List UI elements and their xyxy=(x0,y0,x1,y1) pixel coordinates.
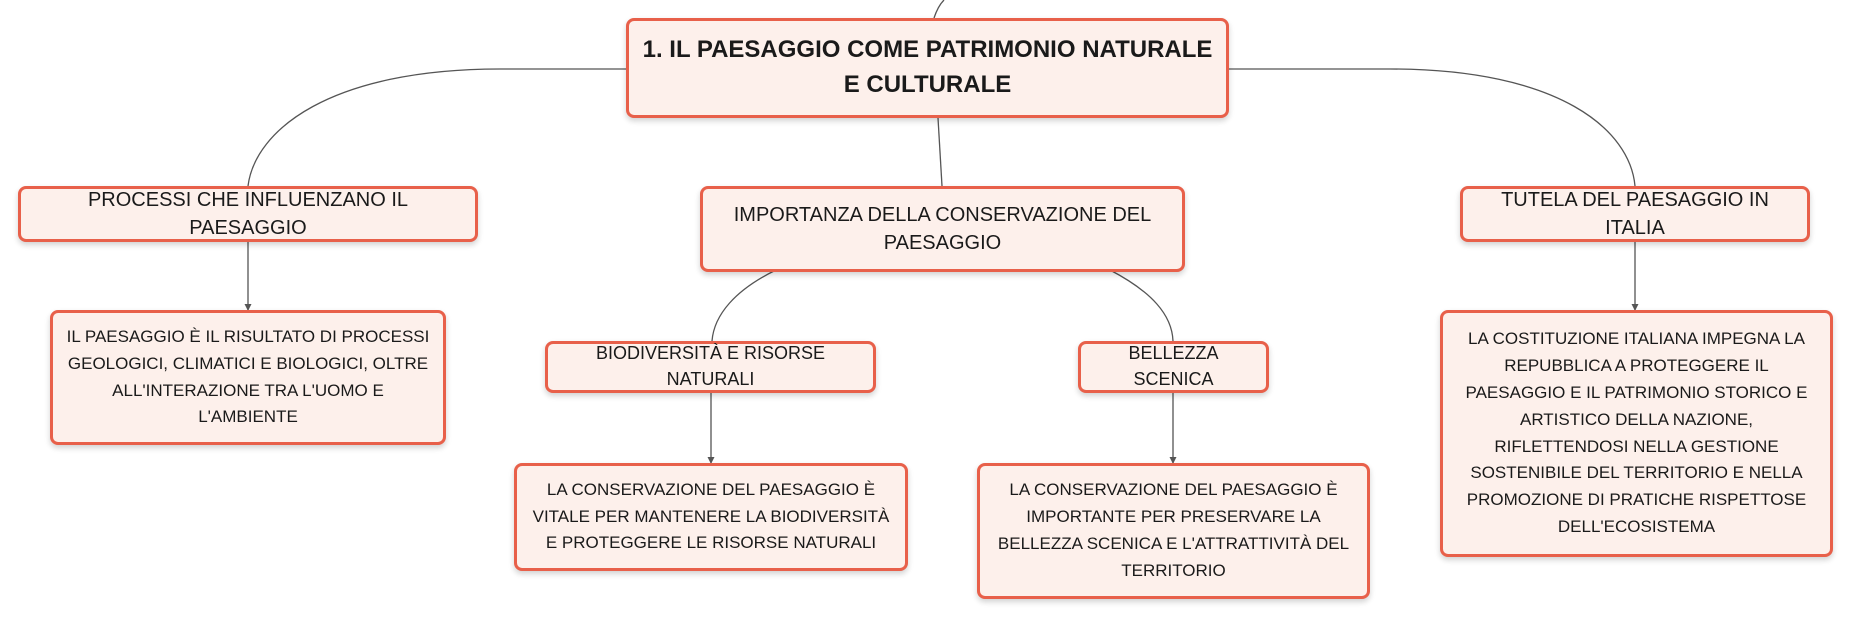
detail-scenic-beauty-text: LA CONSERVAZIONE DEL PAESAGGIO È IMPORTANTE PER PRESERVARE LA BELLEZZA SCENICA E L'ATTRATTIVITÀ DEL TERRITORIO xyxy=(997,480,1350,580)
detail-italy-protection-text: LA COSTITUZIONE ITALIANA IMPEGNA LA REPUBBLICA A PROTEGGERE IL PAESAGGIO E IL PATRIMONIO STORICO E ARTISTICO DELLA NAZIONE, RIFLETTENDOSI NELLA GESTIONE SOSTENIBILE DEL TERRITORIO E NELLA PROMOZIONE DI PRATICHE RISPETTOSE DELL'ECOSISTEMA xyxy=(1465,329,1808,537)
root-topic[interactable] xyxy=(626,18,1229,118)
root-topic-label: 1. IL PAESAGGIO COME PATRIMONIO NATURALE E CULTURALE xyxy=(642,36,1213,98)
connector-middle-scenic xyxy=(1110,270,1173,341)
detail-processes[interactable] xyxy=(50,310,446,445)
detail-italy-protection[interactable] xyxy=(1440,310,1833,557)
detail-biodiversity[interactable] xyxy=(514,463,908,571)
connector-root-right xyxy=(1229,69,1635,186)
subtopic-biodiversity-label: BIODIVERSITÀ E RISORSE NATURALI xyxy=(595,343,826,389)
connector-root-left xyxy=(248,69,626,186)
detail-scenic-beauty[interactable] xyxy=(977,463,1370,599)
subtopic-scenic-beauty[interactable] xyxy=(1078,341,1269,393)
topic-conservation-importance-label: IMPORTANZA DELLA CONSERVAZIONE DEL PAESAGGIO xyxy=(733,203,1152,254)
topic-italy-protection[interactable] xyxy=(1460,186,1810,242)
connector-root-middle xyxy=(938,118,942,186)
connector-root-parent xyxy=(934,0,944,18)
topic-processes[interactable] xyxy=(18,186,478,242)
subtopic-scenic-beauty-label: BELLEZZA SCENICA xyxy=(1128,343,1219,389)
topic-processes-label: PROCESSI CHE INFLUENZANO IL PAESAGGIO xyxy=(87,188,409,239)
topic-conservation-importance[interactable] xyxy=(700,186,1185,272)
topic-italy-protection-label: TUTELA DEL PAESAGGIO IN ITALIA xyxy=(1501,188,1769,239)
connector-middle-biodiversity xyxy=(712,270,776,341)
detail-processes-text: IL PAESAGGIO È IL RISULTATO DI PROCESSI GEOLOGICI, CLIMATICI E BIOLOGICI, OLTRE ALL'INTERAZIONE TRA L'UOMO E L'AMBIENTE xyxy=(66,326,430,427)
detail-biodiversity-text: LA CONSERVAZIONE DEL PAESAGGIO È VITALE PER MANTENERE LA BIODIVERSITÀ E PROTEGGERE LE RISORSE NATURALI xyxy=(532,479,890,553)
subtopic-biodiversity[interactable] xyxy=(545,341,876,393)
